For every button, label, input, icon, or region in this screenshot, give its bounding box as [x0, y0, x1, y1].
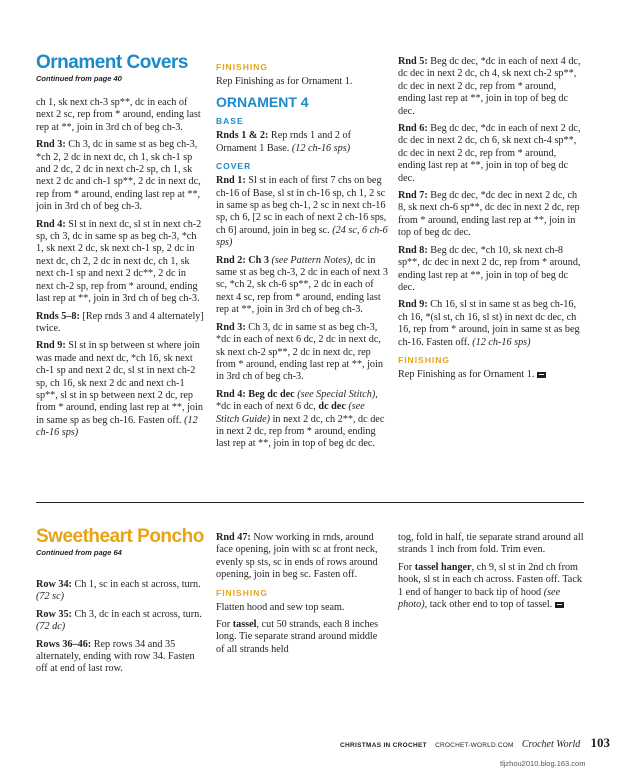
finishing-heading: FINISHING — [216, 62, 268, 72]
tassel-continued-text: tog, fold in half, tie separate strand around all strands 1 inch from fold. Trim even. — [398, 532, 584, 556]
page-number: 103 — [590, 735, 611, 750]
finishing-heading: FINISHING — [216, 587, 268, 598]
ornament-covers-title: Ornament Covers — [36, 52, 188, 73]
instruction-row: Rnd 9: Ch 16, sl st in same st as beg ch-16, ch 16, *(sl st, ch 16, sl st) in next dc dec, ch 16, rep from * around, join in same st as beg ch-16. Fasten off. (12 ch-16 sps) — [398, 299, 580, 348]
instruction-row: Row 35: Ch 3, dc in each st across, turn. (72 dc) — [36, 608, 202, 633]
poncho-column-3 — [398, 532, 584, 616]
watermark: tljzhou2010.blog.163.com — [500, 759, 586, 768]
ornament-column-3 — [398, 56, 584, 386]
ornament-column-2 — [216, 56, 388, 456]
footer-section: CHRISTMAS IN CROCHET — [340, 742, 427, 749]
instruction-row: Rnd 3: Ch 3, dc in same st as beg ch-3, *dc in each of next 6 dc, 2 dc in next dc, sk next ch-2 sp**, 2 dc in next dc, rep from * around, ending last rep at **, join in 3rd ch of beg ch-3. — [216, 321, 383, 383]
page-footer — [340, 735, 611, 750]
instruction-row: Rnd 2: Ch 3 (see Pattern Notes), dc in same st as beg ch-3, 2 dc in each of next 3 sc, *ch 2, sk ch-6 sp**, 2 dc in each of next 4 sc, rep from * around, ending last rep at **, join in 3rd ch of beg ch-3. — [216, 254, 388, 316]
instruction-row: Rnds 1 & 2: Rep rnds 1 and 2 of Ornament 1 Base. (12 ch-16 sps) — [216, 130, 351, 154]
instruction-row: Rnd 8: Beg dc dec, *ch 10, sk next ch-8 sp**, dc dec in next 2 dc, rep from * around, ending last rep at **, join in top of beg dc dec. — [398, 244, 581, 293]
finishing-text: Rep Finishing as for Ornament 1. — [216, 76, 353, 87]
instruction-row: Rnds 5–8: [Rep rnds 3 and 4 alternately] twice. — [36, 310, 204, 334]
instruction-row: Rows 36–46: Rep rows 34 and 35 alternately, ending with row 34. Fasten off at end of last row. — [36, 638, 195, 675]
instruction-row: Rnd 3: Ch 3, dc in same st as beg ch-3, *ch 2, 2 dc in next dc, ch 1, sk ch-1 sp and 2 dc, 2 dc in next ch-2 sp, ch 1, sk next 2 dc and ch-1 sp**, 2 dc in next dc, rep from * around, ending last rep at **, join in 3rd ch of beg ch-3. — [36, 139, 201, 213]
finishing-heading: FINISHING — [398, 354, 450, 365]
instruction-row: Rnd 7: Beg dc dec, *dc dec in next 2 dc, ch 8, sk next ch-6 sp**, dc dec in next 2 dc, rep from * around, ending last rep at **, join in top of beg dc dec. — [398, 190, 580, 239]
poncho-continued-note: Continued from page 64 — [36, 548, 122, 557]
ornament-column-1 — [36, 97, 206, 445]
section-divider — [36, 502, 584, 503]
end-of-pattern-icon — [537, 372, 546, 378]
poncho-column-2 — [216, 532, 388, 661]
footer-url: CROCHET-WORLD.COM — [435, 742, 514, 749]
base-heading: BASE — [216, 116, 244, 127]
footer-magazine: Crochet World — [521, 739, 581, 750]
ornament-continued-note: Continued from page 40 — [36, 74, 122, 83]
finishing-text: Rep Finishing as for Ornament 1. — [398, 369, 584, 381]
cover-heading: COVER — [216, 161, 252, 172]
poncho-title: Sweetheart Poncho — [36, 526, 204, 547]
instruction-row: Rnd 4: Sl st in next dc, sl st in next ch-2 sp, ch 3, dc in same sp as beg ch-3, *ch 1, sk next 2 dc, sk next ch-1 sp, 2 dc in next dc, ch 2, 2 dc in next dc, ch 1, sk next ch-1 sp and next 2 dc**, 2 dc in next ch-2 sp, rep from * around, ending last rep at **, join in 3rd ch of beg ch-3. — [36, 218, 202, 305]
instruction-row: Rnd 47: Now working in rnds, around face opening, join with sc at front neck, evenly sp sts, sc in ends of rows around opening, join in beg sc. Fasten off. — [216, 532, 378, 581]
instruction-row: Rnd 4: Beg dc dec (see Special Stitch), *dc in each of next 6 dc, dc dec (see Stitch Guide) in next 2 dc, ch 2**, dc dec in next 2 dc, rep from * around, ending last rep at **, join in top of beg dc dec. — [216, 388, 385, 450]
flatten-text: Flatten hood and sew top seam. — [216, 601, 345, 613]
tassel-text: For tassel, cut 50 strands, each 8 inches long. Tie separate strand around middle of all strands held — [216, 619, 379, 655]
poncho-column-1 — [36, 579, 206, 681]
instruction-row: Rnd 1: Sl st in each of first 7 chs on beg ch-16 of Base, sl st in ch-16 sp, ch 1, 2 sc in same sp as beg ch-1, 2 sc in next ch-16 sp, ch 6, [2 sc in each of next 2 ch-16 sps, ch 6] around, join in beg sc. (24 sc, 6 ch-6 sps) — [216, 175, 388, 249]
instruction-row: Rnd 9: Sl st in sp between st where join was made and next dc, *ch 16, sk next ch-1 sp and next 2 dc, sl st in next ch-2 sp, ch 16, sk next 2 dc and next ch-1 sp**, sl st in sp between next 2 dc, rep from * around, ending last rep at **, join in same sp as beg ch-16. Fasten off. (12 ch-16 sps) — [36, 340, 203, 439]
end-of-pattern-icon — [555, 602, 564, 608]
instruction-row: Rnd 6: Beg dc dec, *dc in each of next 2 dc, dc dec in next 2 dc, ch 6, sk next ch-4 sp**, dc dec in next 2 dc, rep from * around, ending last rep at **, join in top of beg dc dec. — [398, 123, 581, 184]
ornament4-heading: ORNAMENT 4 — [216, 94, 309, 111]
instruction-row: Row 34: Ch 1, sc in each st across, turn. (72 sc) — [36, 579, 201, 603]
instruction-row: ch 1, sk next ch-3 sp**, dc in each of next 2 sc, rep from * around, ending last rep at **, join in 3rd ch of beg ch-3. — [36, 97, 201, 133]
instruction-row: Rnd 5: Beg dc dec, *dc in each of next 4 dc, dc dec in next 2 dc, ch 4, sk next ch-2 sp**, dc dec in next 2 dc, rep from * around, ending last rep at **, join in top of beg dc dec. — [398, 56, 581, 117]
hanger-text: For tassel hanger, ch 9, sl st in 2nd ch from hook, sl st in each ch across. Fasten off. Tack 1 end of hanger to back tip of hood (see photo), tack other end to top of tassel. — [398, 561, 582, 611]
